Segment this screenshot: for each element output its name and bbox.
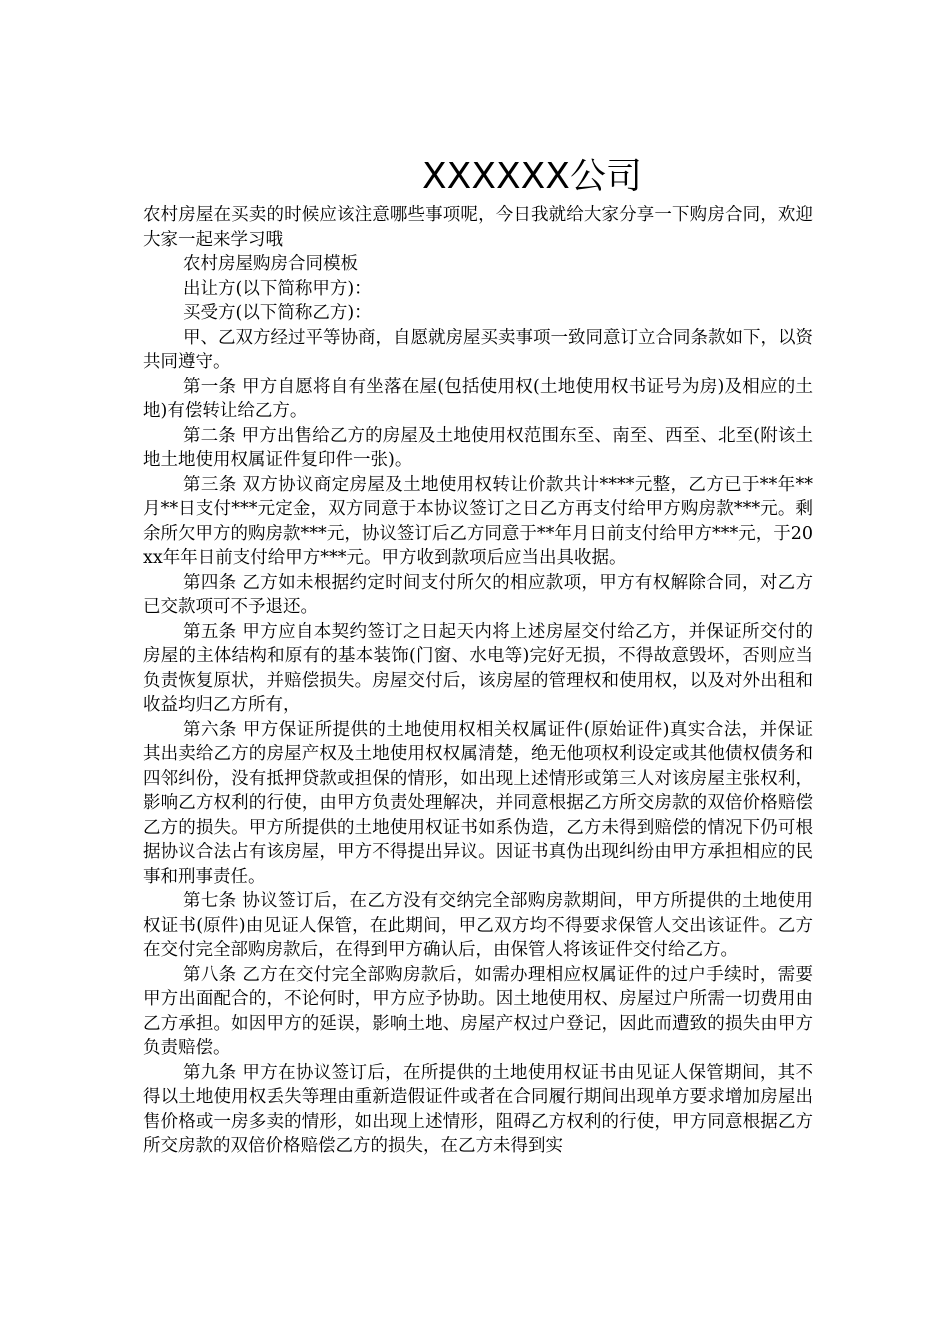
article-5: 第五条 甲方应自本契约签订之日起天内将上述房屋交付给乙方，并保证所交付的房屋的主体结构和原有的基本装饰(门窗、水电等)完好无损，不得故意毁坏，否则应当负责恢复原状，并赔偿损失。房屋交付后，该房屋的管理权和使用权，以及对外出租和收益均归乙方所有， [143, 621, 813, 715]
article-1: 第一条 甲方自愿将自有坐落在屋(包括使用权(土地使用权书证号为房)及相应的土地)有偿转让给乙方。 [143, 376, 813, 421]
article-9: 第九条 甲方在协议签订后，在所提供的土地使用权证书由见证人保管期间，其不得以土地使用权丢失等理由重新造假证件或者在合同履行期间出现单方要求增加房屋出售价格或一房多卖的情形，如出现上述情形，阻碍乙方权利的行使，甲方同意根据乙方所交房款的双倍价格赔偿乙方的损失，在乙方未得到实 [143, 1062, 813, 1156]
seller-line: 出让方(以下简称甲方)： [183, 278, 372, 299]
preamble-paragraph: 甲、乙双方经过平等协商，自愿就房屋买卖事项一致同意订立合同条款如下，以资共同遵守。 [143, 327, 813, 372]
article-3: 第三条 双方协议商定房屋及土地使用权转让价款共计****元整，乙方已于**年**月**日支付***元定金，双方同意于本协议签订之日乙方再支付给甲方购房款***元。剩余所欠甲方的购房款***元，协议签订后乙方同意于**年月日前支付给甲方***元，于20xx年年日前支付给甲方***元。甲方收到款项后应当出具收据。 [143, 474, 813, 568]
article-7: 第七条 协议签订后，在乙方没有交纳完全部购房款期间，甲方所提供的土地使用权证书(原件)由见证人保管，在此期间，甲乙双方均不得要求保管人交出该证件。乙方在交付完全部购房款后，在得到甲方确认后，由保管人将该证件交付给乙方。 [143, 891, 813, 960]
intro-paragraph: 农村房屋在买卖的时候应该注意哪些事项呢，今日我就给大家分享一下购房合同，欢迎大家一起来学习哦 [143, 205, 813, 250]
buyer-line: 买受方(以下简称乙方)： [183, 303, 372, 323]
contract-name: 农村房屋购房合同模板 [183, 254, 358, 274]
article-6: 第六条 甲方保证所提供的土地使用权相关权属证件(原始证件)真实合法，并保证其出卖给乙方的房屋产权及土地使用权权属清楚，绝无他项权利设定或其他债权债务和四邻纠份，没有抵押贷款或担保的情形，如出现上述情形或第三人对该房屋主张权利，影响乙方权利的行使，由甲方负责处理解决，并同意根据乙方所交房款的双倍价格赔偿乙方的损失。甲方所提供的土地使用权证书如系伪造，乙方未得到赔偿的情况下仍可根据协议合法占有该房屋，甲方不得提出异议。因证书真伪出现纠纷由甲方承担相应的民事和刑事责任。 [143, 719, 813, 887]
article-4: 第四条 乙方如未根据约定时间支付所欠的相应款项，甲方有权解除合同，对乙方已交款项可不予退还。 [143, 572, 813, 617]
document-title: XXXXXX公司 [422, 156, 642, 197]
document-body [143, 203, 813, 1159]
article-8: 第八条 乙方在交付完全部购房款后，如需办理相应权属证件的过户手续时，需要甲方出面配合的，不论何时，甲方应予协助。因土地使用权、房屋过户所需一切费用由乙方承担。如因甲方的延误，影响土地、房屋产权过户登记，因此而遭致的损失由甲方负责赔偿。 [143, 964, 813, 1058]
article-2: 第二条 甲方出售给乙方的房屋及土地使用权范围东至、南至、西至、北至(附该土地土地使用权属证件复印件一张)。 [143, 425, 813, 470]
